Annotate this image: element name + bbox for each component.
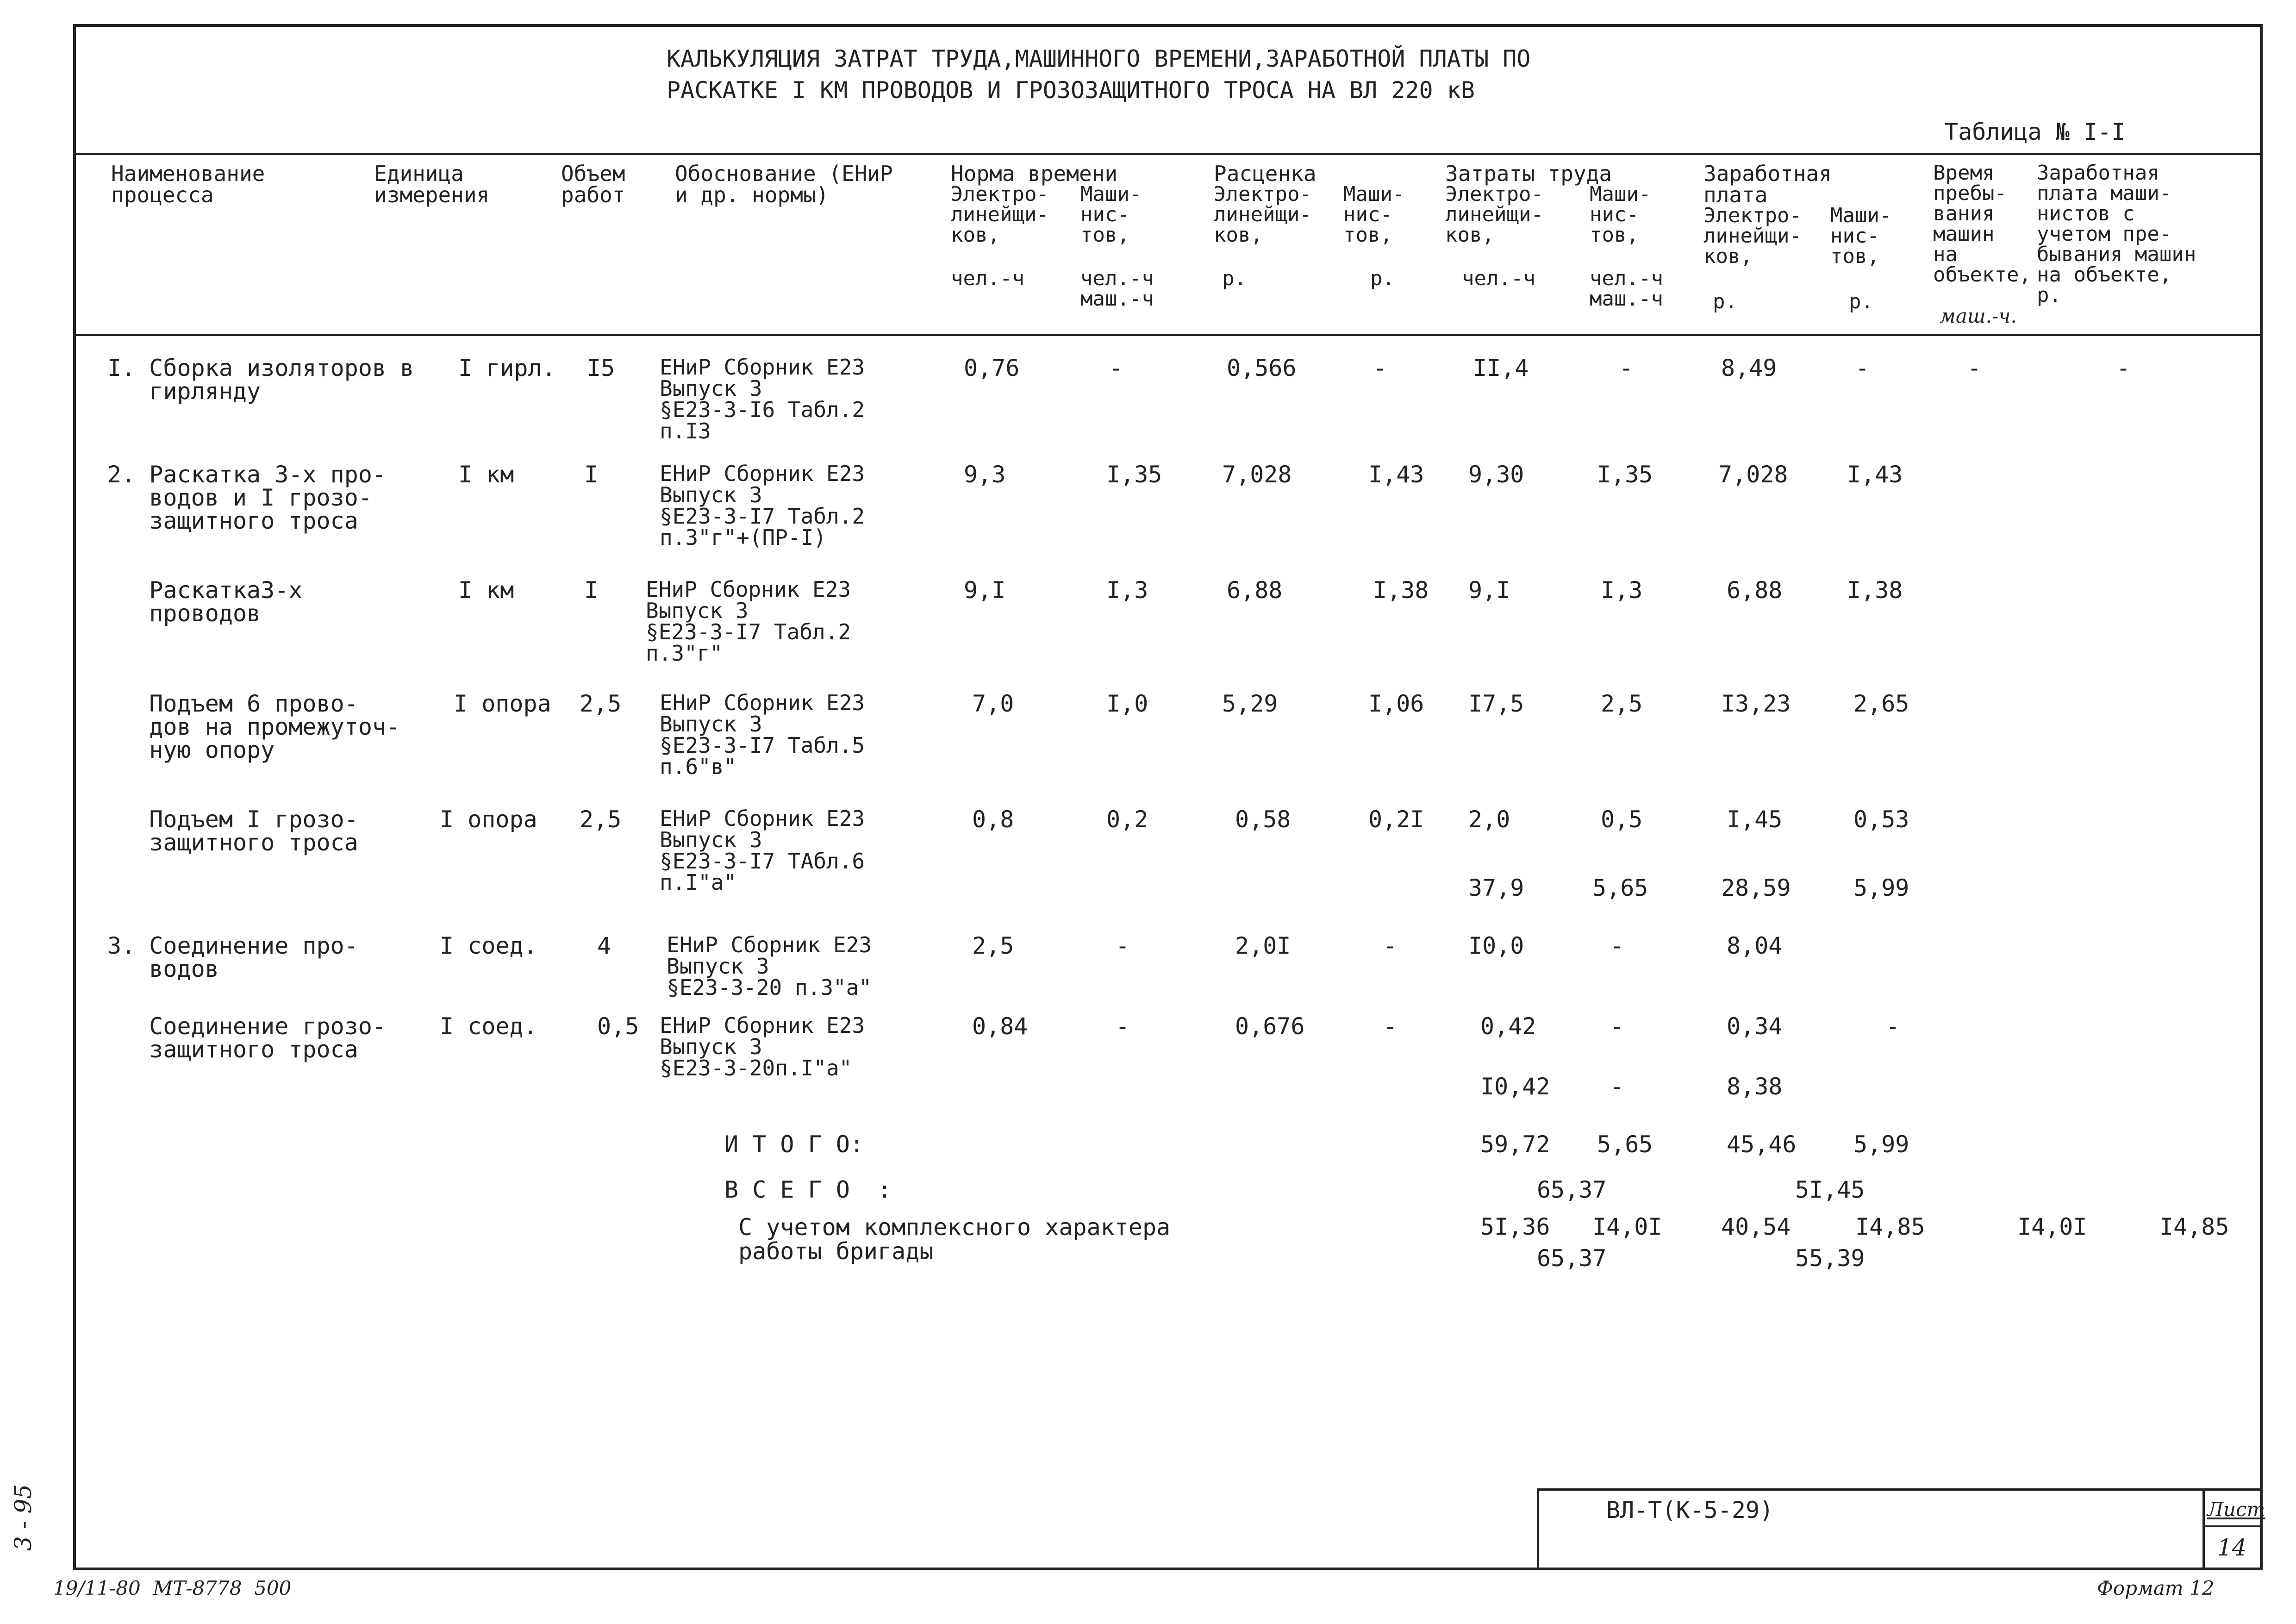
complex-labor-elec: 5I,36 [1480, 1213, 1550, 1240]
row-7-basis: ЕНиР Сборник Е23 Выпуск 3 §Е23-3-20п.I"а" [660, 1013, 865, 1081]
itogo-wage-mach: 5,99 [1853, 1131, 1909, 1158]
row-2-norm-elec: 9,3 [964, 461, 1006, 488]
row-2-labor-elec: 9,30 [1468, 461, 1524, 488]
row-1-norm-elec: 0,76 [964, 355, 1020, 381]
row-7-labor-elec: 0,42 [1480, 1013, 1536, 1040]
row-1-norm-mach: - [1109, 355, 1123, 381]
subtotal-1-wage-elec: 28,59 [1721, 874, 1791, 901]
col-header-rate-mach: Маши- нис- тов, [1343, 182, 1405, 247]
col-header-stay-time-unit: маш.-ч. [1940, 305, 2017, 327]
header-top-rule [76, 153, 2261, 155]
row-1-basis: ЕНиР Сборник Е23 Выпуск 3 §Е23-3-I6 Табл.2 п.I3 [660, 355, 865, 443]
complex-labor-mach: I4,0I [1592, 1213, 1662, 1240]
stamp-sheet-number: 14 [2217, 1534, 2247, 1561]
col-header-basis: Обоснование (ЕНиР и др. нормы) [675, 161, 893, 207]
row-6-basis: ЕНиР Сборник Е23 Выпуск 3 §Е23-3-20 п.3"а" [667, 932, 872, 1000]
col-header-wage-stay: Заработная плата маши- нистов с учетом пре- бывания машин на объекте, р. [2037, 161, 2196, 307]
vsego-label: В С Е Г О : [724, 1176, 892, 1203]
row-3-rate-mach: I,38 [1373, 577, 1429, 604]
document-title-line-2: РАСКАТКЕ I КМ ПРОВОДОВ И ГРОЗОЗАЩИТНОГО ТРОСА НА ВЛ 220 кВ [667, 77, 1475, 104]
row-5-unit: I опора [440, 806, 537, 833]
row-6-name: 3. Соединение про- водов [107, 932, 358, 982]
complex-wage-stay: I4,85 [2159, 1213, 2229, 1240]
row-7-name: Соединение грозо- защитного троса [107, 1013, 387, 1063]
table-number: Таблица № I-I [1944, 119, 2126, 145]
row-2-labor-mach: I,35 [1597, 461, 1653, 488]
col-header-rate-elec: Электро- линейщи- ков, [1214, 182, 1312, 247]
itogo-label: И Т О Г О: [724, 1131, 864, 1158]
row-4-unit: I опора [454, 690, 551, 717]
row-5-labor-elec: 2,0 [1468, 806, 1510, 833]
col-header-process: Наименование процесса [111, 161, 265, 207]
col-header-wage-mach-unit: р. [1849, 290, 1873, 313]
row-3-labor-mach: I,3 [1601, 577, 1643, 604]
row-6-volume: 4 [597, 932, 611, 959]
row-7-norm-mach: - [1116, 1013, 1130, 1040]
row-2-wage-mach: I,43 [1847, 461, 1903, 488]
row-5-norm-mach: 0,2 [1106, 806, 1148, 833]
complex-wage-mach: I4,85 [1855, 1213, 1925, 1240]
col-header-rate-elec-unit: р. [1222, 267, 1247, 290]
row-5-rate-elec: 0,58 [1235, 806, 1291, 833]
subtotal-2-labor-mach: - [1610, 1073, 1624, 1100]
row-2-norm-mach: I,35 [1106, 461, 1162, 488]
row-3-rate-elec: 6,88 [1227, 577, 1283, 604]
itogo-wage-elec: 45,46 [1727, 1131, 1797, 1158]
row-2-unit: I км [458, 461, 514, 488]
subtotal-2-wage-elec: 8,38 [1727, 1073, 1783, 1100]
row-6-wage-elec: 8,04 [1727, 932, 1783, 959]
subtotal-2-labor-elec: I0,42 [1480, 1073, 1550, 1100]
row-6-rate-mach: - [1383, 932, 1398, 959]
row-4-volume: 2,5 [580, 690, 622, 717]
row-3-wage-elec: 6,88 [1727, 577, 1783, 604]
row-4-wage-mach: 2,65 [1853, 690, 1909, 717]
complex-wage-total: 55,39 [1795, 1245, 1865, 1272]
col-header-norm-elec-unit: чел.-ч [951, 267, 1024, 290]
row-3-unit: I км [458, 577, 514, 604]
col-header-norm-mach-unit: чел.-ч маш.-ч [1080, 267, 1154, 311]
complex-wage-elec: 40,54 [1721, 1213, 1791, 1240]
col-header-unit: Единица измерения [374, 161, 490, 207]
row-6-norm-elec: 2,5 [972, 932, 1014, 959]
row-5-name: Подъем I грозо- защитного троса [107, 806, 358, 856]
itogo-labor-mach: 5,65 [1597, 1131, 1653, 1158]
col-header-labor-elec: Электро- линейщи- ков, [1445, 182, 1543, 247]
row-7-wage-mach: - [1886, 1013, 1900, 1040]
vsego-wage: 5I,45 [1795, 1176, 1865, 1203]
row-1-wage-mach: - [1855, 355, 1870, 381]
row-5-wage-elec: I,45 [1727, 806, 1783, 833]
row-7-unit: I соед. [440, 1013, 537, 1040]
row-1-labor-elec: II,4 [1473, 355, 1529, 381]
row-2-rate-mach: I,43 [1368, 461, 1424, 488]
row-3-basis: ЕНиР Сборник Е23 Выпуск 3 §Е23-3-I7 Табл.2 п.3"г" [646, 577, 851, 666]
row-3-wage-mach: I,38 [1847, 577, 1903, 604]
row-7-rate-elec: 0,676 [1235, 1013, 1305, 1040]
row-4-labor-elec: I7,5 [1468, 690, 1524, 717]
complex-labor-total: 65,37 [1537, 1245, 1607, 1272]
row-5-volume: 2,5 [580, 806, 622, 833]
row-3-norm-mach: I,3 [1106, 577, 1148, 604]
col-header-volume: Объем работ [561, 161, 625, 207]
row-6-norm-mach: - [1116, 932, 1130, 959]
row-1-name: I. Сборка изоляторов в гирлянду [107, 355, 414, 405]
stamp-sheet-rule [2203, 1525, 2263, 1527]
row-4-norm-elec: 7,0 [972, 690, 1014, 717]
row-4-norm-mach: I,0 [1106, 690, 1148, 717]
complex-stay-time: I4,0I [2017, 1213, 2087, 1240]
row-7-wage-elec: 0,34 [1727, 1013, 1783, 1040]
document-title-line-1: КАЛЬКУЛЯЦИЯ ЗАТРАТ ТРУДА,МАШИННОГО ВРЕМЕНИ,ЗАРАБОТНОЙ ПЛАТЫ ПО [667, 45, 1531, 72]
col-header-stay-time: Время пребы- вания машин на объекте, [1933, 161, 2031, 287]
stamp-divider [2202, 1488, 2205, 1570]
stamp-sheet-label: Лист [2207, 1498, 2265, 1521]
row-4-labor-mach: 2,5 [1601, 690, 1643, 717]
col-header-wage-title: Заработная плата [1703, 161, 1832, 207]
row-3-name: Раскатка3-х проводов [107, 577, 303, 627]
row-1-rate-mach: - [1373, 355, 1387, 381]
stamp-code: ВЛ-Т(К-5-29) [1606, 1497, 1774, 1524]
col-header-wage-elec-unit: р. [1713, 290, 1737, 313]
col-header-wage-mach: Маши- нис- тов, [1830, 204, 1892, 268]
margin-note-bottom-left: 19/11-80 МТ-8778 500 [53, 1577, 292, 1599]
row-4-name: Подъем 6 прово- дов на промежуточ- ную опору [107, 690, 400, 763]
row-5-rate-mach: 0,2I [1368, 806, 1424, 833]
col-header-labor-title: Затраты труда [1445, 161, 1612, 186]
row-5-wage-mach: 0,53 [1853, 806, 1909, 833]
header-bottom-rule [76, 334, 2261, 336]
col-header-labor-mach: Маши- нис- тов, [1590, 182, 1651, 247]
subtotal-1-labor-mach: 5,65 [1592, 874, 1648, 901]
row-6-labor-mach: - [1610, 932, 1624, 959]
row-1-labor-mach: - [1619, 355, 1634, 381]
row-1-rate-elec: 0,566 [1227, 355, 1297, 381]
col-header-norm-mach: Маши- нис- тов, [1080, 182, 1142, 247]
row-2-wage-elec: 7,028 [1718, 461, 1788, 488]
row-7-norm-elec: 0,84 [972, 1013, 1028, 1040]
row-6-rate-elec: 2,0I [1235, 932, 1291, 959]
row-2-basis: ЕНиР Сборник Е23 Выпуск 3 §Е23-3-I7 Табл.2 п.3"г"+(ПР-I) [660, 461, 865, 550]
row-1-unit: I гирл. [458, 355, 556, 381]
col-header-wage-elec: Электро- линейщи- ков, [1703, 204, 1802, 268]
row-5-basis: ЕНиР Сборник Е23 Выпуск 3 §Е23-3-I7 ТАбл.6 п.I"а" [660, 806, 865, 895]
margin-note-side: 3 - 95 [10, 1484, 37, 1551]
row-5-labor-mach: 0,5 [1601, 806, 1643, 833]
itogo-labor-elec: 59,72 [1480, 1131, 1550, 1158]
subtotal-1-labor-elec: 37,9 [1468, 874, 1524, 901]
row-4-rate-mach: I,06 [1368, 690, 1424, 717]
row-6-unit: I соед. [440, 932, 537, 959]
row-7-rate-mach: - [1383, 1013, 1398, 1040]
row-1-wage-stay: - [2116, 355, 2131, 381]
row-1-stay-time: - [1967, 355, 1982, 381]
row-1-volume: I5 [587, 355, 615, 381]
row-7-volume: 0,5 [597, 1013, 639, 1040]
row-4-rate-elec: 5,29 [1222, 690, 1278, 717]
col-header-labor-elec-unit: чел.-ч [1462, 267, 1535, 290]
subtotal-1-wage-mach: 5,99 [1853, 874, 1909, 901]
row-3-labor-elec: 9,I [1468, 577, 1510, 604]
row-5-norm-elec: 0,8 [972, 806, 1014, 833]
margin-note-bottom-right: Формат 12 [2097, 1577, 2215, 1599]
row-3-volume: I [584, 577, 599, 604]
row-4-basis: ЕНиР Сборник Е23 Выпуск 3 §Е23-3-I7 Табл.5 п.6"в" [660, 690, 865, 779]
row-6-labor-elec: I0,0 [1468, 932, 1524, 959]
row-2-name: 2. Раскатка 3-х про- водов и I грозо- защитного троса [107, 461, 387, 534]
col-header-labor-mach-unit: чел.-ч маш.-ч [1590, 267, 1663, 311]
row-7-labor-mach: - [1610, 1013, 1624, 1040]
col-header-norm-title: Норма времени [951, 161, 1118, 186]
col-header-rate-mach-unit: р. [1370, 267, 1395, 290]
col-header-rate-title: Расценка [1214, 161, 1316, 186]
row-4-wage-elec: I3,23 [1721, 690, 1791, 717]
vsego-labor: 65,37 [1537, 1176, 1607, 1203]
row-1-wage-elec: 8,49 [1721, 355, 1777, 381]
row-2-rate-elec: 7,028 [1222, 461, 1292, 488]
col-header-norm-elec: Электро- линейщи- ков, [951, 182, 1049, 247]
row-3-norm-elec: 9,I [964, 577, 1006, 604]
complex-label: С учетом комплексного характера работы бригады [738, 1214, 1171, 1265]
row-2-volume: I [584, 461, 599, 488]
